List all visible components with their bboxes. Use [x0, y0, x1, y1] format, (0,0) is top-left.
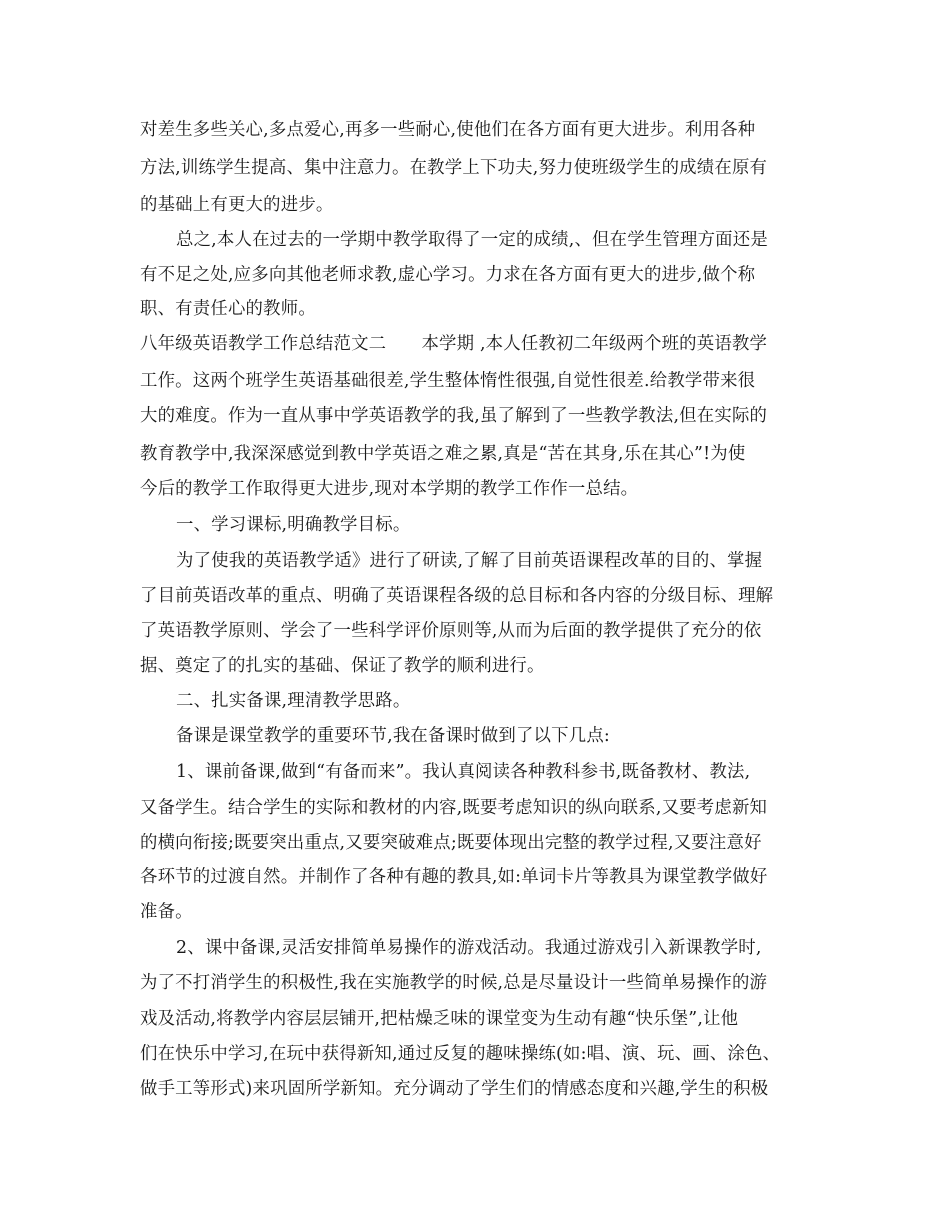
text-line: 的横向衔接;既要突出重点,又要突破难点;既要体现出完整的教学过程,又要注意好	[140, 833, 762, 853]
text-line: 1、课前备课,做到“有备而来”。我认真阅读各种教科参书,既备教材、教法,	[176, 762, 751, 782]
text-line: 职、有责任心的教师。	[140, 299, 316, 319]
text-line: 方法,训练学生提高、集中注意力。在教学上下功夫,努力使班级学生的成绩在原有	[140, 158, 768, 178]
text-line: 教育教学中,我深深感觉到教中学英语之难之累,真是“苦在其身,乐在其心”!为使	[140, 444, 746, 464]
text-line: 们在快乐中学习,在玩中获得新知,通过反复的趣味操练(如:唱、演、玩、画、涂色、	[140, 1044, 781, 1064]
subheading-line: 二、扎实备课,理清教学思路。	[176, 691, 411, 711]
text-line: 备课是课堂教学的重要环节,我在备课时做到了以下几点:	[176, 726, 610, 746]
text-line: 工作。这两个班学生英语基础很差,学生整体惰性很强,自觉性很差.给教学带来很	[140, 371, 756, 391]
text-line: 各环节的过渡自然。并制作了各种有趣的教具,如:单词卡片等教具为课堂教学做好	[140, 867, 768, 887]
text-line: 今后的教学工作取得更大进步,现对本学期的教学工作作一总结。	[140, 479, 639, 499]
text-line: 戏及活动,将教学内容层层铺开,把枯燥乏味的课堂变为生动有趣“快乐堡”,让他	[140, 1009, 739, 1029]
text-line: 了英语教学原则、学会了一些科学评价原则等,从而为后面的教学提供了充分的依	[140, 621, 762, 641]
text-line: 为了不打消学生的积极性,我在实施教学的时候,总是尽量设计一些简单易操作的游	[140, 973, 768, 993]
text-line: 对差生多些关心,多点爱心,再多一些耐心,使他们在各方面有更大进步。利用各种	[140, 120, 756, 140]
text-line: 有不足之处,应多向其他老师求教,虚心学习。力求在各方面有更大的进步,做个称	[140, 265, 756, 285]
subheading-line: 一、学习课标,明确教学目标。	[176, 515, 411, 535]
text-line: 2、课中备课,灵活安排简单易操作的游戏活动。我通过游戏引入新课教学时,	[176, 938, 762, 958]
text-line: 了目前英语改革的重点、明确了英语课程各级的总目标和各内容的分级目标、理解	[140, 586, 774, 606]
text-line: 据、奠定了的扎实的基础、保证了教学的顺利进行。	[140, 656, 545, 676]
text-line: 的基础上有更大的进步。	[140, 195, 334, 215]
text-line: 做手工等形式)来巩固所学新知。充分调动了学生们的情感态度和兴趣,学生的积极	[140, 1079, 769, 1099]
text-line: 为了使我的英语教学适》进行了研读,了解了目前英语课程改革的目的、掌握	[176, 551, 763, 571]
text-line: 又备学生。结合学生的实际和教材的内容,既要考虑知识的纵向联系,又要考虑新知	[140, 798, 768, 818]
text-line: 总之,本人在过去的一学期中教学取得了一定的成绩,、但在学生管理方面还是	[176, 230, 768, 250]
section-heading-line: 八年级英语教学工作总结范文二 本学期 ,本人任教初二年级两个班的英语教学	[140, 334, 768, 354]
text-line: 大的难度。作为一直从事中学英语教学的我,虽了解到了一些教学教法,但在实际的	[140, 406, 768, 426]
text-line: 准备。	[140, 902, 193, 922]
